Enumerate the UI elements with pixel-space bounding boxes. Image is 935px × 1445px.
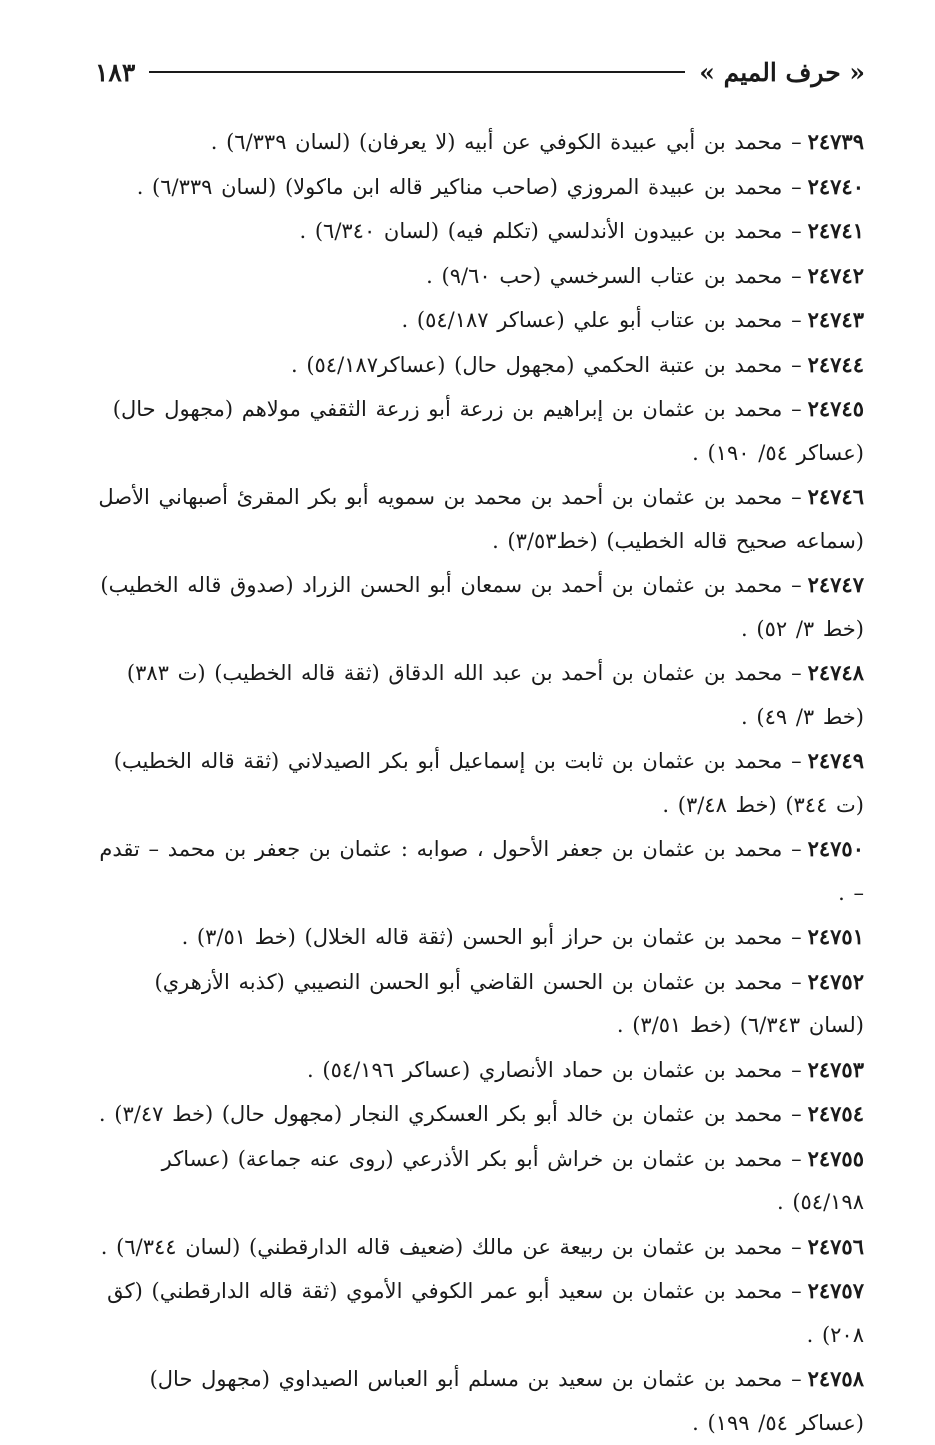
entry-text: – محمد بن عثمان بن سعيد أبو عمر الكوفي الأموي (ثقة قاله الدارقطني) (كق ٢٠٨) . bbox=[107, 1279, 864, 1347]
list-item bbox=[92, 827, 864, 915]
entry-number: ٢٤٧٤٤ bbox=[807, 351, 864, 377]
entry-text: – محمد بن عثمان بن حماد الأنصاري (عساكر ٥٤/١٩٦) . bbox=[307, 1057, 802, 1082]
entry-text: – محمد بن عثمان بن إبراهيم بن زرعة أبو زرعة الثقفي مولاهم (مجهول حال) (عساكر ٥٤/ ١٩٠) . bbox=[112, 397, 864, 465]
header-rule bbox=[149, 71, 685, 73]
entry-text: – محمد بن عثمان بن حراز أبو الحسن (ثقة قاله الخلال) (خط ٣/٥١) . bbox=[181, 925, 802, 949]
entry-number: ٢٤٧٥٣ bbox=[807, 1056, 864, 1082]
entry-number: ٢٤٧٣٩ bbox=[807, 129, 864, 154]
entry-number: ٢٤٧٥٠ bbox=[807, 836, 864, 861]
list-item bbox=[92, 1357, 864, 1445]
entry-number: ٢٤٧٥٧ bbox=[807, 1278, 864, 1303]
list-item bbox=[92, 343, 864, 388]
entry-number: ٢٤٧٤٠ bbox=[807, 173, 864, 199]
entry-text: – محمد بن عثمان بن أحمد بن محمد بن سمويه أبو بكر المقرئ أصبهاني الأصل (سماعه صحيح قاله الخطيب) (خط٣/٥٣) . bbox=[98, 485, 864, 553]
list-item bbox=[92, 475, 864, 563]
list-item bbox=[92, 1225, 864, 1270]
list-item bbox=[92, 1269, 864, 1357]
list-item bbox=[92, 1092, 864, 1137]
list-item bbox=[92, 1048, 864, 1093]
list-item bbox=[92, 120, 864, 165]
list-item bbox=[92, 739, 864, 827]
entry-number: ٢٤٧٤٥ bbox=[807, 396, 864, 421]
entry-text: – محمد بن عثمان بن ربيعة عن مالك (ضعيف قاله الدارقطني) (لسان ٦/٣٤٤) . bbox=[100, 1234, 802, 1259]
entry-number: ٢٤٧٥٤ bbox=[807, 1101, 864, 1126]
list-item bbox=[92, 298, 864, 343]
entry-text: – محمد بن عثمان بن أحمد بن عبد الله الدقاق (ثقة قاله الخطيب) (ت ٣٨٣) (خط ٣/ ٤٩) . bbox=[126, 661, 864, 729]
list-item bbox=[92, 960, 864, 1048]
entry-text: – محمد بن عبيدة المروزي (صاحب مناكير قاله ابن ماكولا) (لسان ٦/٣٣٩) . bbox=[136, 174, 802, 199]
entry-number: ٢٤٧٥٥ bbox=[807, 1145, 864, 1171]
entry-number: ٢٤٧٥٨ bbox=[807, 1366, 864, 1391]
entry-text: – محمد بن عتاب أبو علي (عساكر ٥٤/١٨٧) . bbox=[401, 308, 802, 332]
running-header bbox=[95, 52, 865, 92]
page-number: ١٨٣ bbox=[95, 57, 136, 87]
list-item bbox=[92, 165, 864, 210]
entry-number: ٢٤٧٥١ bbox=[807, 924, 864, 949]
entry-number: ٢٤٧٤٨ bbox=[807, 660, 864, 685]
entry-list bbox=[92, 120, 864, 1445]
entry-text: – محمد بن عثمان بن جعفر الأحول ، صوابه : عثمان بن جعفر بن محمد – تقدم – . bbox=[99, 837, 864, 905]
entry-number: ٢٤٧٤١ bbox=[807, 218, 864, 243]
entry-text: – محمد بن عثمان بن خالد أبو بكر العسكري النجار (مجهول حال) (خط ٣/٤٧) . bbox=[98, 1102, 802, 1126]
entry-text: – محمد بن أبي عبيدة الكوفي عن أبيه (لا يعرفان) (لسان ٦/٣٣٩) . bbox=[210, 130, 802, 154]
list-item bbox=[92, 915, 864, 960]
list-item bbox=[92, 387, 864, 475]
entry-number: ٢٤٧٤٢ bbox=[807, 262, 864, 288]
list-item bbox=[92, 563, 864, 651]
entry-text: – محمد بن عثمان بن سعيد بن مسلم أبو العباس الصيداوي (مجهول حال) (عساكر ٥٤/ ١٩٩) . bbox=[149, 1367, 864, 1435]
list-item bbox=[92, 651, 864, 739]
chapter-title: « حرف الميم » bbox=[699, 57, 865, 87]
entry-number: ٢٤٧٤٣ bbox=[807, 307, 864, 332]
list-item bbox=[92, 1137, 864, 1225]
entry-text: – محمد بن عثمان بن ثابت بن إسماعيل أبو بكر الصيدلاني (ثقة قاله الخطيب) (ت ٣٤٤) (خط ٣/٤٨) . bbox=[113, 749, 864, 817]
entry-text: – محمد بن عثمان بن خراش أبو بكر الأذرعي (روى عنه جماعة) (عساكر ٥٤/١٩٨) . bbox=[161, 1146, 864, 1214]
entry-number: ٢٤٧٤٧ bbox=[807, 572, 864, 597]
entry-number: ٢٤٧٤٩ bbox=[807, 748, 864, 773]
list-item bbox=[92, 254, 864, 299]
entry-text: – محمد بن عتاب السرخسي (حب ٩/٦٠) . bbox=[426, 263, 802, 288]
entry-text: – محمد بن عثمان بن أحمد بن سمعان أبو الحسن الزراد (صدوق قاله الخطيب) (خط ٣/ ٥٢) . bbox=[100, 573, 864, 641]
entry-number: ٢٤٧٥٢ bbox=[807, 968, 864, 994]
entry-text: – محمد بن عثمان بن الحسن القاضي أبو الحسن النصيبي (كذبه الأزهري) (لسان ٦/٣٤٣) (خط ٣/٥١) . bbox=[154, 969, 864, 1037]
list-item bbox=[92, 209, 864, 254]
entry-text: – محمد بن عتبة الحكمي (مجهول حال) (عساكر٥٤/١٨٧) . bbox=[290, 352, 802, 377]
entry-number: ٢٤٧٤٦ bbox=[807, 484, 864, 509]
entry-text: – محمد بن عبيدون الأندلسي (تكلم فيه) (لسان ٦/٣٤٠) . bbox=[299, 219, 802, 243]
entry-number: ٢٤٧٥٦ bbox=[807, 1233, 864, 1259]
